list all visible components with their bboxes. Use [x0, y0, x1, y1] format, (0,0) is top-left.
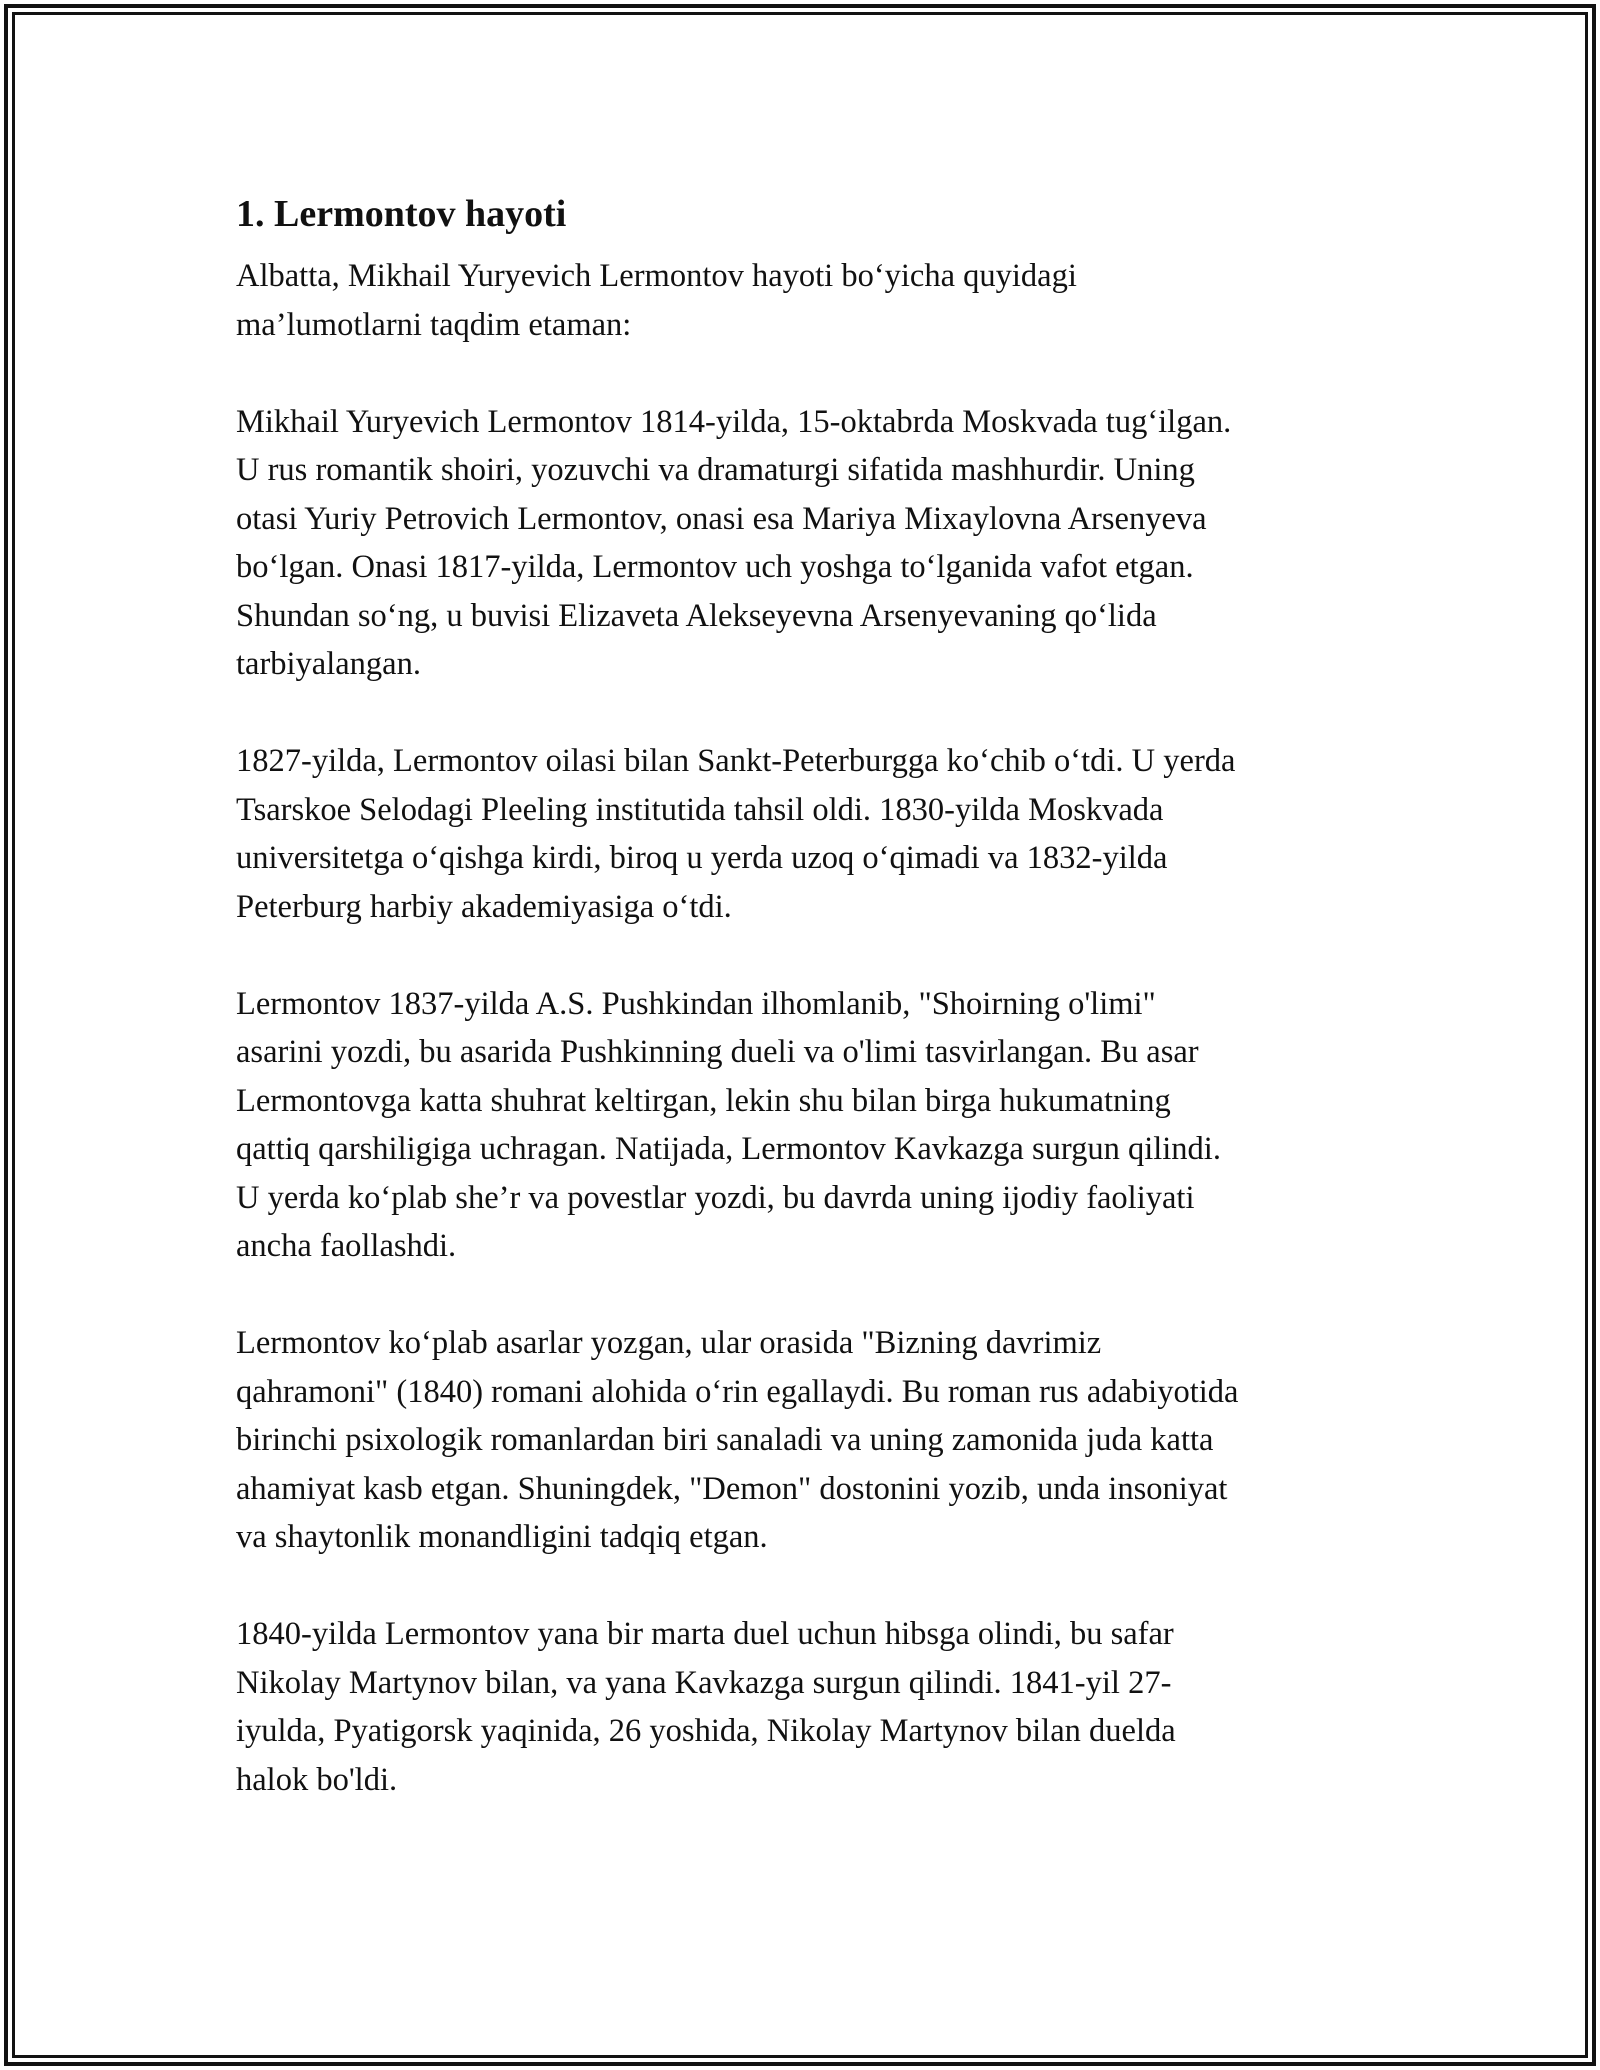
text-line: ancha faollashdi. [236, 1228, 457, 1264]
text-line: iyulda, Pyatigorsk yaqinida, 26 yoshida, Nikolay Martynov bilan duelda [236, 1713, 1176, 1749]
text-line: universitetga o‘qishga kirdi, biroq u yerda uzoq o‘qimadi va 1832-yilda [236, 840, 1168, 876]
text-line: Lermontovga katta shuhrat keltirgan, lekin shu bilan birga hukumatning [236, 1082, 1171, 1119]
text-line: ma’lumotlarni taqdim etaman: [236, 306, 632, 343]
text-line: birinchi psixologik romanlardan biri sanaladi va uning zamonida juda katta [236, 1422, 1214, 1458]
text-line: otasi Yuriy Petrovich Lermontov, onasi esa Mariya Mixaylovna Arsenyeva [236, 500, 1207, 537]
text-line: Lermontov ko‘plab asarlar yozgan, ular orasida "Bizning davrimiz [236, 1325, 1102, 1361]
text-line: Nikolay Martynov bilan, va yana Kavkazga surgun qilindi. 1841-yil 27- [236, 1664, 1172, 1701]
text-line: Tsarskoe Selodagi Pleeling institutida tahsil oldi. 1830-yilda Moskvada [236, 791, 1164, 828]
paragraph-exile [236, 980, 1376, 1271]
text-line: Albatta, Mikhail Yuryevich Lermontov hayoti bo‘yicha quyidagi [236, 258, 1077, 294]
text-line: bo‘lgan. Onasi 1817-yilda, Lermontov uch yoshga to‘lganida vafot etgan. [236, 549, 1194, 585]
text-line: halok bo'ldi. [236, 1761, 398, 1798]
text-line: tarbiyalangan. [236, 646, 421, 682]
text-line: Peterburg harbiy akademiyasiga o‘tdi. [236, 888, 732, 925]
text-line: va shaytonlik monandligini tadqiq etgan. [236, 1519, 768, 1555]
text-line: Lermontov 1837-yilda A.S. Pushkindan ilhomlanib, "Shoirning o'limi" [236, 985, 1156, 1022]
text-line: asarini yozdi, bu asarida Pushkinning dueli va o'limi tasvirlangan. Bu asar [236, 1034, 1199, 1070]
text-line: qattiq qarshiligiga uchragan. Natijada, Lermontov Kavkazga surgun qilindi. [236, 1131, 1221, 1167]
text-line: U rus romantik shoiri, yozuvchi va dramaturgi sifatida mashhurdir. Uning [236, 452, 1195, 488]
text-line: 1827-yilda, Lermontov oilasi bilan Sankt-Peterburgga ko‘chib o‘tdi. U yerda [236, 743, 1236, 779]
text-line: Mikhail Yuryevich Lermontov 1814-yilda, 15-oktabrda Moskvada tug‘ilgan. [236, 403, 1232, 440]
paragraph-education [236, 737, 1376, 931]
text-line: Shundan so‘ng, u buvisi Elizaveta Alekseyevna Arsenyevaning qo‘lida [236, 597, 1157, 634]
section-heading: 1. Lermontov hayoti [236, 193, 567, 235]
text-line: qahramoni" (1840) romani alohida o‘rin egallaydi. Bu roman rus adabiyotida [236, 1373, 1239, 1410]
text-line: ahamiyat kasb etgan. Shuningdek, "Demon" dostonini yozib, unda insoniyat [236, 1470, 1228, 1507]
paragraph-works [236, 1319, 1376, 1562]
document-body [236, 186, 1376, 1853]
text-line: 1840-yilda Lermontov yana bir marta duel uchun hibsga olindi, bu safar [236, 1616, 1174, 1652]
text-line: U yerda ko‘plab she’r va povestlar yozdi, bu davrda uning ijodiy faoliyati [236, 1179, 1195, 1216]
paragraph-birth [236, 398, 1376, 689]
paragraph-intro [236, 252, 1376, 349]
paragraph-death [236, 1610, 1376, 1804]
